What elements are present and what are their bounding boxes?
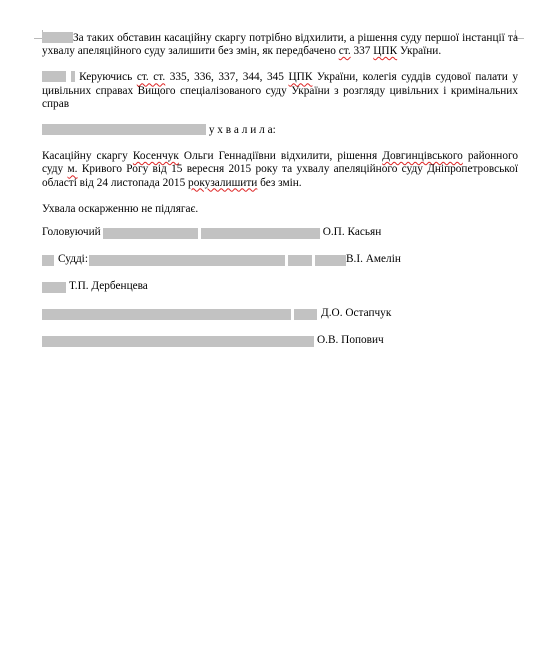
redaction [42, 336, 314, 347]
text-court-name: Довгинцівського [382, 150, 463, 163]
judge-name: О.В. Попович [317, 334, 384, 347]
text-code-ref: ЦПК [373, 45, 398, 58]
judges-label: Судді: [58, 253, 88, 266]
redaction [89, 255, 285, 266]
redaction [42, 255, 54, 266]
signature-chair [42, 226, 518, 240]
signature-judge-3 [42, 307, 518, 321]
paragraph-final-note: Ухвала оскарженню не підлягає. [42, 202, 199, 215]
text: районного суду [42, 150, 519, 176]
text-article-ref: ст. [338, 45, 351, 58]
paragraph-guided-by [42, 71, 518, 111]
heading-ruled [42, 124, 518, 137]
text: 337 [350, 45, 374, 58]
text: Кривого Рогу від 15 вересня 2015 року та ухвалу апеляційного суду Дніпропетровської області від 24 листопада 2015 [42, 163, 518, 189]
redaction [42, 309, 291, 320]
text: України. [397, 45, 442, 58]
chair-name: О.П. Касьян [322, 226, 382, 239]
redaction [294, 309, 317, 320]
text: За таких обставин касаційну скаргу потрібно відхилити, а рішення суду першої інстанції та ухвалу апеляційного суду залишити без змін, як передбачено [42, 32, 518, 58]
redaction [42, 32, 73, 43]
text: Ольги Геннадіївни відхилити, рішення [178, 150, 383, 163]
document-page [42, 32, 518, 348]
redaction [103, 228, 198, 239]
text-heading: у х в а л и л а: [208, 124, 276, 137]
chair-label: Головуючий [42, 226, 101, 239]
text: Керуючись [79, 71, 137, 84]
paragraph-conclusion [42, 32, 518, 58]
redaction [42, 71, 66, 82]
redaction [315, 255, 346, 266]
redaction [71, 71, 75, 82]
text: України, колегія суддів судової палати у цивільних справах Вищого спеціалізованого суду України з розгляду цивільних і кримінальних справ [42, 71, 519, 110]
text-city-abbr: м. [67, 163, 78, 176]
text: Касаційну скаргу [42, 150, 133, 163]
paragraph-decision [42, 150, 518, 190]
redaction [201, 228, 320, 239]
text-article-ref: ст. ст. [136, 71, 166, 84]
text-code-ref: ЦПК [288, 71, 313, 84]
signature-judge-1 [42, 253, 518, 267]
text: 335, 336, 337, 344, 345 [165, 71, 289, 84]
text-joined-word: рокузалишити [188, 176, 258, 189]
judge-name: Т.П. Дербенцева [69, 280, 148, 293]
signature-judge-4 [42, 334, 518, 348]
judge-name: Д.О. Остапчук [321, 307, 392, 320]
text-surname: Косенчук [132, 150, 179, 163]
signature-judge-2 [42, 280, 518, 294]
redaction [42, 282, 66, 293]
text: без змін. [257, 176, 302, 189]
judge-name: В.І. Амелін [345, 253, 401, 266]
redaction [288, 255, 312, 266]
redaction [42, 124, 206, 135]
